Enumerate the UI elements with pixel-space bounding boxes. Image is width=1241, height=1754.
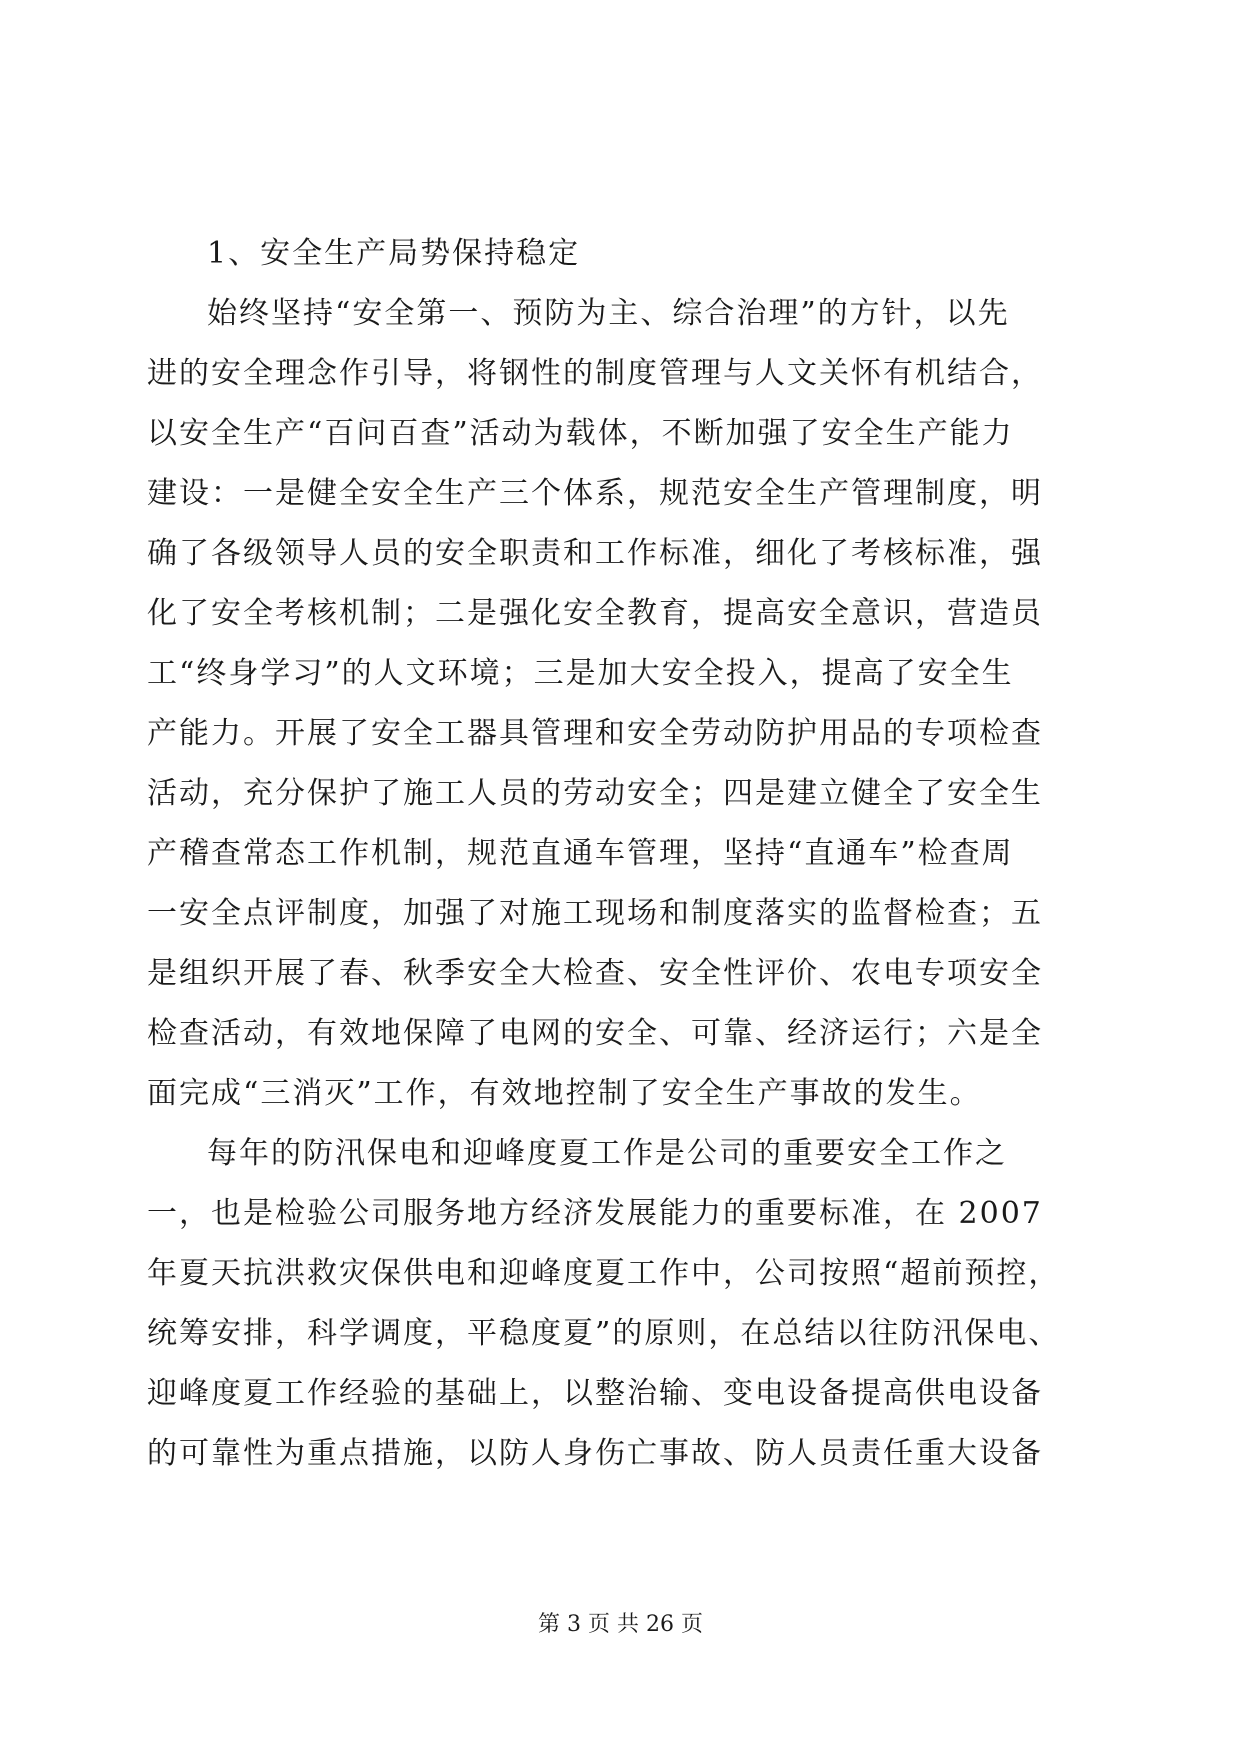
paragraph-line: 建设：一是健全安全生产三个体系，规范安全生产管理制度，明 (147, 476, 1043, 511)
paragraph-line: 的可靠性为重点措施，以防人身伤亡事故、防人员责任重大设备 (147, 1436, 1043, 1471)
paragraph-line: 活动，充分保护了施工人员的劳动安全；四是建立健全了安全生 (147, 776, 1043, 811)
paragraph-line: 产稽查常态工作机制，规范直通车管理，坚持“直通车”检查周 (147, 836, 1014, 871)
paragraph-line: 进的安全理念作引导，将钢性的制度管理与人文关怀有机结合， (147, 356, 1043, 391)
paragraph-line: 产能力。开展了安全工器具管理和安全劳动防护用品的专项检查 (147, 716, 1043, 751)
paragraph-line: 始终坚持“安全第一、预防为主、综合治理”的方针，以先 (207, 296, 1010, 331)
paragraph-line: 检查活动，有效地保障了电网的安全、可靠、经济运行；六是全 (147, 1016, 1043, 1051)
paragraph-line: 统筹安排，科学调度，平稳度夏”的原则，在总结以往防汛保电、 (147, 1316, 1061, 1351)
section-heading: 1、安全生产局势保持稳定 (207, 236, 581, 271)
paragraph-line: 以安全生产“百问百查”活动为载体，不断加强了安全生产能力 (147, 416, 1014, 451)
paragraph-line: 年夏天抗洪救灾保供电和迎峰度夏工作中，公司按照“超前预控， (147, 1256, 1061, 1291)
paragraph-line: 每年的防汛保电和迎峰度夏工作是公司的重要安全工作之 (207, 1136, 1007, 1171)
paragraph-line: 一安全点评制度，加强了对施工现场和制度落实的监督检查；五 (147, 896, 1043, 931)
paragraph-line: 迎峰度夏工作经验的基础上，以整治输、变电设备提高供电设备 (147, 1376, 1043, 1411)
paragraph-line: 是组织开展了春、秋季安全大检查、安全性评价、农电专项安全 (147, 956, 1043, 991)
page-number-footer: 第 3 页 共 26 页 (538, 1612, 703, 1637)
paragraph-line: 化了安全考核机制；二是强化安全教育，提高安全意识，营造员 (147, 596, 1043, 631)
paragraph-line: 面完成“三消灭”工作，有效地控制了安全生产事故的发生。 (147, 1076, 982, 1111)
paragraph-line: 一，也是检验公司服务地方经济发展能力的重要标准，在 2007 (147, 1196, 1043, 1231)
paragraph-line: 工“终身学习”的人文环境；三是加大安全投入，提高了安全生 (147, 656, 1014, 691)
paragraph-line: 确了各级领导人员的安全职责和工作标准，细化了考核标准，强 (147, 536, 1043, 571)
